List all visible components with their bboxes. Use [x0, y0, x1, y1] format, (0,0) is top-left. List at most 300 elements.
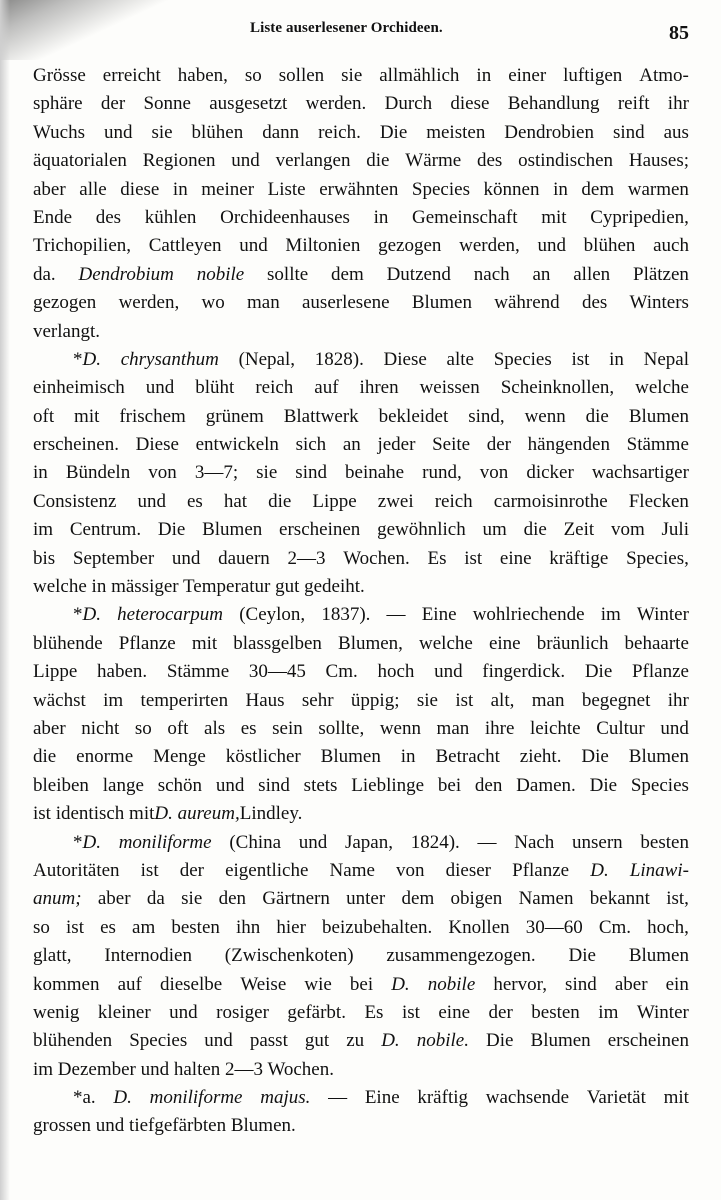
word — [412, 289, 472, 317]
text-run: wachsende — [485, 1087, 570, 1109]
text-run: Orchideenhauses — [220, 206, 350, 228]
word — [315, 346, 364, 374]
text-run: von — [396, 859, 425, 881]
text-run: ist — [455, 689, 474, 711]
word — [528, 431, 610, 459]
text-run: ihre — [484, 717, 515, 739]
text-run: hoch, — [647, 916, 689, 938]
text-run: Gärtnern — [262, 888, 330, 910]
text-run: Wärme — [405, 150, 462, 172]
word — [639, 62, 689, 90]
text-run: Japan, — [344, 831, 393, 853]
page-number: 85 — [669, 22, 689, 44]
text-line — [33, 176, 689, 204]
word — [74, 403, 99, 431]
text-run: Blumen — [628, 945, 689, 967]
word — [381, 1027, 399, 1055]
text-run: und — [137, 490, 166, 512]
word — [225, 942, 354, 970]
word — [478, 829, 497, 857]
text-line — [33, 232, 689, 260]
word — [537, 630, 609, 658]
word — [141, 687, 229, 715]
text-run: auch — [653, 235, 689, 257]
word — [629, 488, 689, 516]
text-run: werden. — [305, 93, 367, 115]
word — [653, 232, 689, 260]
text-run: Winter — [636, 604, 689, 626]
text-run: Winter — [636, 1001, 689, 1023]
word — [475, 772, 502, 800]
text-run: Nach — [514, 831, 555, 853]
text-run: die — [268, 490, 292, 512]
word — [582, 289, 607, 317]
text-run: dieselbe — [159, 973, 223, 995]
text-run: schön — [157, 774, 203, 796]
word — [585, 658, 612, 686]
word — [79, 261, 174, 289]
word — [192, 119, 244, 147]
text-run: einer — [508, 65, 547, 86]
word — [218, 545, 270, 573]
text-run: es — [240, 717, 257, 739]
text-run: Blumen — [628, 405, 689, 427]
word — [178, 62, 228, 90]
text-run: Scheinknollen, — [500, 377, 615, 399]
text-run: wachsartiger — [591, 462, 689, 484]
word — [73, 545, 154, 573]
word — [318, 715, 364, 743]
word — [119, 403, 185, 431]
text-run: wenn — [379, 717, 421, 739]
text-run: wie — [304, 973, 332, 995]
text-run: man — [436, 717, 470, 739]
word — [158, 516, 185, 544]
word — [33, 942, 72, 970]
word — [391, 971, 409, 999]
word — [304, 772, 338, 800]
text-line — [33, 147, 689, 175]
word — [480, 459, 509, 487]
word — [360, 374, 399, 402]
word — [33, 90, 83, 118]
word — [197, 261, 245, 289]
word — [563, 62, 622, 90]
italic-text: D. — [82, 604, 101, 626]
text-run: ein — [665, 973, 689, 995]
word — [295, 459, 327, 487]
scan-shadow — [0, 0, 180, 60]
word — [512, 857, 569, 885]
text-run: der — [488, 1001, 513, 1023]
word — [411, 829, 460, 857]
word — [666, 885, 689, 913]
text-run: Seite — [432, 434, 471, 456]
word — [158, 772, 202, 800]
text-run: zusammengezogen. — [386, 945, 536, 967]
text-run: gut — [304, 1030, 330, 1052]
word — [181, 885, 202, 913]
word — [493, 971, 547, 999]
scan-edge — [0, 0, 10, 1200]
word — [666, 971, 689, 999]
text-run: aus — [663, 121, 689, 143]
word — [630, 289, 689, 317]
word — [668, 90, 689, 118]
word — [668, 687, 689, 715]
text-run: gezogen — [378, 235, 442, 257]
text-run: sollen — [278, 65, 325, 86]
word — [438, 772, 461, 800]
word — [504, 119, 594, 147]
word — [341, 62, 362, 90]
word — [167, 658, 229, 686]
word — [287, 999, 346, 1027]
text-run: ist — [140, 859, 159, 881]
word — [345, 459, 404, 487]
italic-text: D. — [381, 1030, 400, 1052]
word — [136, 431, 179, 459]
word — [531, 999, 580, 1027]
text-run: luftigen — [563, 65, 623, 86]
word — [569, 942, 596, 970]
text-line — [33, 573, 689, 601]
text-run: den — [218, 888, 246, 910]
text-run: dem — [581, 178, 615, 200]
text-run: da — [146, 888, 165, 910]
text-run: Consistenz — [33, 490, 117, 512]
text-run: bräunlich — [536, 632, 609, 654]
text-line — [33, 204, 689, 232]
text-run: den — [474, 774, 503, 796]
text-run: Grösse — [33, 65, 86, 86]
text-run: in — [553, 178, 568, 200]
word — [630, 857, 689, 885]
word — [647, 914, 689, 942]
word — [494, 488, 608, 516]
word — [267, 261, 308, 289]
text-run: jeder — [377, 434, 416, 456]
word — [326, 658, 358, 686]
word — [526, 914, 583, 942]
text-line — [33, 971, 689, 999]
text-run: Varietät — [586, 1087, 646, 1109]
word — [306, 90, 367, 118]
word — [629, 147, 689, 175]
word — [209, 90, 287, 118]
text-line — [33, 857, 689, 885]
word — [412, 204, 518, 232]
word — [319, 176, 398, 204]
word — [468, 403, 504, 431]
word — [226, 743, 301, 771]
text-run: ausgesetzt — [209, 93, 288, 115]
word — [33, 885, 82, 913]
text-line — [33, 715, 689, 743]
italic-species-name: D. aureum, — [154, 803, 240, 825]
text-run: auf — [314, 377, 339, 399]
text-run: Trichopilien, — [33, 235, 131, 257]
text-run: während — [494, 292, 560, 314]
word — [129, 1027, 187, 1055]
text-run: (China — [229, 831, 282, 853]
text-run: Hauses; — [628, 150, 689, 172]
text-run: es — [100, 916, 116, 938]
text-run: Die — [568, 945, 596, 967]
text-line — [33, 743, 689, 771]
text-run: wenn — [524, 405, 566, 427]
text-run: * — [73, 831, 83, 853]
text-run: wo — [201, 292, 225, 314]
text-run: Wochen. — [343, 547, 410, 569]
text-run: gezogen — [33, 292, 97, 314]
word — [204, 1027, 233, 1055]
text-run: in — [400, 746, 416, 768]
text-run: begegnet — [581, 689, 651, 711]
word — [420, 374, 480, 402]
word — [584, 232, 636, 260]
word — [599, 914, 631, 942]
word — [33, 261, 56, 289]
word — [405, 147, 461, 175]
text-line — [33, 1112, 689, 1140]
word — [549, 545, 608, 573]
text-run: kühlen — [144, 206, 197, 228]
text-run: Die — [157, 519, 186, 541]
word — [608, 1027, 689, 1055]
text-run: sind, — [468, 405, 505, 427]
text-run: reich — [434, 490, 473, 512]
word — [305, 1027, 329, 1055]
text-run: Diese — [135, 434, 179, 456]
word — [627, 431, 689, 459]
text-run: ihren — [359, 377, 399, 399]
text-run: Regionen — [142, 150, 216, 172]
word — [206, 403, 264, 431]
italic-text: heterocarpum — [117, 604, 224, 626]
word — [516, 772, 576, 800]
text-run: des — [581, 292, 608, 314]
text-run: aber — [33, 717, 66, 739]
word — [150, 1084, 243, 1112]
text-run: rosiger — [216, 1001, 269, 1023]
word — [377, 658, 414, 686]
text-run: Gemeinschaft — [412, 206, 518, 228]
word — [387, 261, 451, 289]
word — [33, 204, 72, 232]
word — [396, 857, 425, 885]
text-run: hängenden — [527, 434, 610, 456]
text-line — [33, 1056, 689, 1084]
word — [474, 261, 510, 289]
word — [239, 601, 305, 629]
word — [33, 687, 86, 715]
word — [518, 147, 613, 175]
text-run: Namen — [518, 888, 574, 910]
word — [664, 119, 689, 147]
text-run: obigen — [450, 888, 503, 910]
word — [631, 772, 689, 800]
text-run: im — [33, 519, 54, 541]
text-run: temperirten — [140, 689, 229, 711]
text-run: sehr — [301, 689, 334, 711]
text-run: haben. — [97, 661, 148, 683]
word — [428, 545, 447, 573]
text-run: Lippe — [312, 490, 357, 512]
text-line — [33, 488, 689, 516]
text-run: Menge — [153, 746, 206, 768]
word — [180, 857, 204, 885]
word — [79, 176, 106, 204]
text-run: leichte — [529, 717, 581, 739]
text-run: Blumen — [202, 519, 263, 541]
text-run: bis — [33, 547, 56, 569]
word — [428, 971, 476, 999]
text-run: an — [342, 434, 361, 456]
word — [633, 261, 689, 289]
text-run: Blumen — [320, 746, 381, 768]
word — [455, 687, 473, 715]
italic-text: nobile — [196, 263, 245, 285]
word — [143, 147, 216, 175]
italic-text: chrysanthum — [120, 348, 219, 370]
word — [33, 488, 116, 516]
text-run: in — [476, 65, 492, 86]
word — [419, 630, 473, 658]
text-run: 30—60 — [525, 916, 583, 938]
text-run: sollte, — [318, 717, 365, 739]
text-run: es — [186, 490, 203, 512]
word — [239, 232, 268, 260]
italic-text: anum; — [33, 888, 82, 910]
word — [450, 90, 489, 118]
text-run: weissen — [419, 377, 480, 399]
text-run: *a. — [73, 1087, 96, 1109]
word — [426, 119, 485, 147]
word — [239, 346, 295, 374]
word — [146, 374, 175, 402]
word — [435, 743, 499, 771]
text-run: in — [33, 462, 48, 484]
word — [143, 90, 191, 118]
text-run: Ende — [33, 206, 73, 228]
text-run: Cypripedien, — [590, 206, 689, 228]
text-run: dieser — [445, 859, 492, 881]
text-run: haben, — [177, 65, 228, 86]
word — [33, 232, 131, 260]
text-run: auf — [117, 973, 142, 995]
text-run: Cm. — [325, 661, 358, 683]
word — [151, 119, 172, 147]
italic-text: Linawi- — [629, 859, 689, 881]
word — [245, 687, 284, 715]
word — [402, 999, 420, 1027]
text-line — [33, 829, 689, 857]
word — [256, 459, 277, 487]
text-run: oft — [33, 405, 55, 427]
text-line — [33, 999, 689, 1027]
text-run: und — [537, 235, 566, 257]
text-run: zieht. — [519, 746, 562, 768]
text-line — [33, 403, 689, 431]
text-line — [33, 119, 689, 147]
body-text — [33, 62, 689, 1141]
text-run: 30—45 — [248, 661, 306, 683]
word — [524, 516, 547, 544]
text-run: entwickeln — [195, 434, 279, 456]
text-run: Blumen, — [338, 632, 403, 654]
text-run: ihr — [667, 93, 689, 115]
text-run: warmen — [627, 178, 689, 200]
word — [581, 743, 608, 771]
text-run: blühende — [33, 632, 103, 654]
word — [196, 431, 279, 459]
text-run: fingerdick. — [482, 661, 566, 683]
text-run: frischem — [119, 405, 186, 427]
text-run: Eine — [364, 1087, 400, 1109]
text-run: — — [386, 604, 406, 626]
word — [33, 176, 66, 204]
text-run: 1837). — [321, 604, 371, 626]
text-run: Betracht — [435, 746, 500, 768]
word — [33, 1027, 112, 1055]
word — [258, 772, 290, 800]
word — [284, 403, 359, 431]
word — [387, 601, 406, 629]
text-run: und — [103, 121, 133, 143]
word — [464, 545, 482, 573]
text-run: als — [204, 717, 226, 739]
word — [245, 62, 262, 90]
text-run: diese — [450, 93, 490, 115]
text-run: können — [483, 178, 540, 200]
word — [98, 885, 131, 913]
text-run: und — [239, 235, 268, 257]
word — [618, 90, 650, 118]
word — [494, 346, 552, 374]
word — [435, 488, 473, 516]
text-line — [33, 62, 689, 90]
text-run: nicht — [81, 717, 120, 739]
text-run: ihn — [236, 916, 261, 938]
text-run: Liste — [267, 178, 306, 200]
text-run: der — [486, 434, 511, 456]
word — [225, 857, 308, 885]
italic-text: D. — [590, 859, 609, 881]
word — [118, 971, 142, 999]
word — [553, 176, 568, 204]
text-run: Haus — [245, 689, 285, 711]
text-run: Blumen — [628, 746, 689, 768]
word — [377, 431, 415, 459]
text-run: ist — [401, 1001, 420, 1023]
text-run: beizubehalten. — [322, 916, 433, 938]
text-line — [33, 459, 689, 487]
text-line — [33, 374, 689, 402]
word — [500, 545, 532, 573]
word — [33, 630, 103, 658]
text-run: Pflanze — [631, 661, 689, 683]
text-run: so — [244, 65, 262, 86]
text-run: in — [373, 206, 389, 228]
text-run: Blumen — [530, 1030, 591, 1052]
text-run: diese — [120, 178, 160, 200]
text-run: in — [172, 178, 188, 200]
text-line — [33, 1027, 689, 1055]
text-run: dem — [401, 888, 435, 910]
text-run: mit — [191, 632, 218, 654]
text-run: an — [532, 263, 551, 285]
